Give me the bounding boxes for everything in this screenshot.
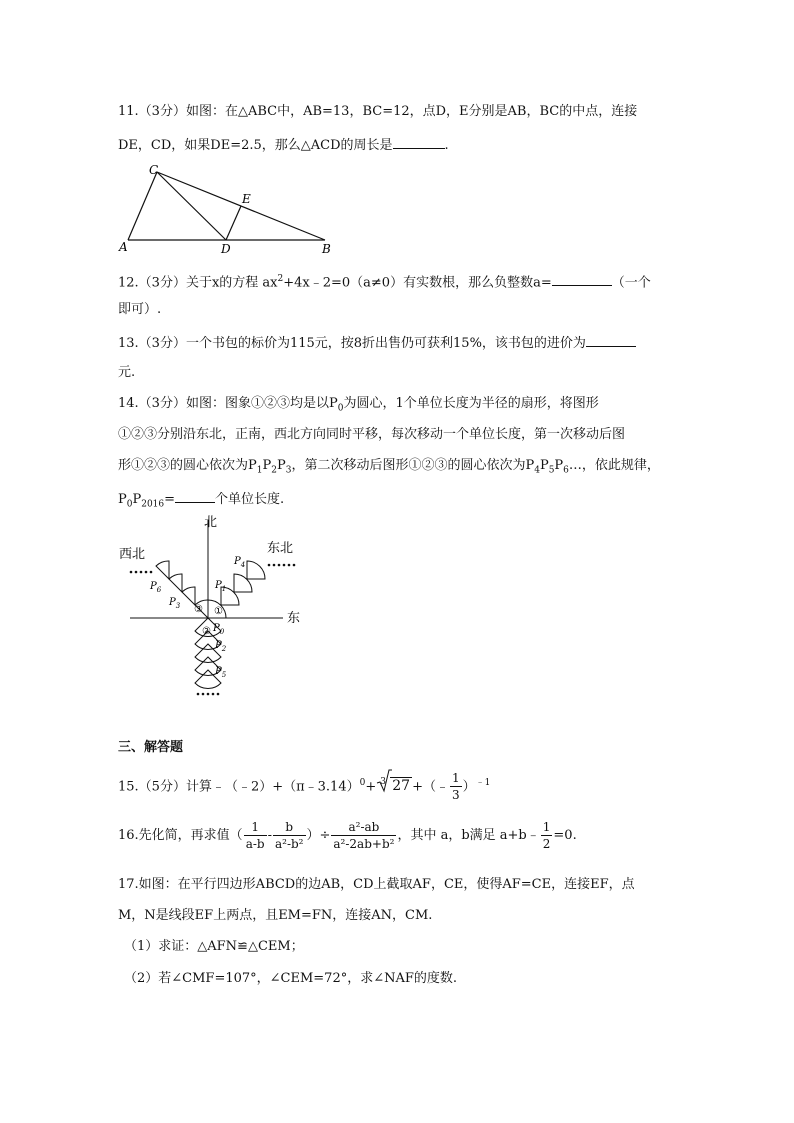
label-northwest: 西北 xyxy=(119,547,146,562)
fraction-den: a²-2ab+b² xyxy=(333,837,395,851)
t: P xyxy=(539,458,549,473)
q13-text: 13.（3分）一个书包的标价为115元，按8折出售仍可获利15%，该书包的进价为 xyxy=(118,336,586,351)
label-P2-sub: 2 xyxy=(221,645,227,653)
radical-index: 3 xyxy=(380,777,386,788)
label-P6-sub: 6 xyxy=(156,586,162,594)
q17-line3: （1）求证：△AFN≌△CEM； xyxy=(124,939,304,954)
label-P5: P xyxy=(215,666,222,677)
q16-minus: - xyxy=(267,828,272,843)
fraction-num: a²-ab xyxy=(331,819,396,836)
q12-pre: 12.（3分）关于x的方程 ax xyxy=(118,275,278,291)
q15-d: ） xyxy=(462,779,476,795)
t: 个单位长度. xyxy=(215,492,285,507)
q16-d: =0. xyxy=(553,828,577,843)
q13-line2: 元. xyxy=(118,365,136,380)
answer-blank xyxy=(393,135,445,149)
t: 0 xyxy=(126,499,133,510)
t: 3 xyxy=(285,465,292,476)
t: 形①②③的圆心依次为P xyxy=(118,458,257,473)
t: = xyxy=(164,492,176,507)
q16-line xyxy=(118,818,577,854)
fraction-one-third xyxy=(450,770,462,803)
label-east: 东 xyxy=(287,611,301,626)
label-circle-3: ③ xyxy=(194,604,203,615)
q14-sub: 0 xyxy=(337,403,344,414)
q17-line4: （2）若∠CMF=107°，∠CEM=72°，求∠NAF的度数. xyxy=(124,971,458,986)
fraction-den: a²-b² xyxy=(274,837,304,851)
q15-sup0: 0 xyxy=(359,778,366,788)
q15-sup1: ﹣1 xyxy=(475,778,491,788)
svg-text:P3 xyxy=(168,597,181,610)
q13-line1 xyxy=(118,333,636,353)
t: P xyxy=(276,458,286,473)
label-circle-2: ② xyxy=(202,626,211,637)
label-northeast: 东北 xyxy=(267,541,294,556)
fraction-den: a-b xyxy=(245,837,265,851)
label-P5-sub: 5 xyxy=(221,671,227,679)
label-P2: P xyxy=(215,640,222,651)
q15-a: 15.（5分）计算﹣（﹣2）+（π﹣3.14） xyxy=(118,779,360,795)
q16-c: ，其中 a，b满足 a+b﹣ xyxy=(397,828,540,843)
t: ，第二次移动后图形①②③的圆心依次为P xyxy=(291,458,535,473)
t: P xyxy=(554,458,564,473)
fraction-num: 1 xyxy=(542,820,551,834)
label-P4-sub: 4 xyxy=(240,561,246,569)
fraction-4 xyxy=(541,819,553,852)
cube-root xyxy=(376,772,412,801)
label-B: B xyxy=(322,242,331,256)
fraction-3 xyxy=(331,819,396,852)
sector-figure xyxy=(115,510,315,700)
label-P3: P xyxy=(169,597,176,608)
label-circle-1: ① xyxy=(214,606,223,617)
label-P4: P xyxy=(234,556,241,567)
t: P xyxy=(118,492,127,507)
label-P0: P xyxy=(213,623,220,634)
fraction-den: 3 xyxy=(451,788,460,803)
t: 6 xyxy=(563,465,569,476)
label-P1-sub: 1 xyxy=(221,585,227,593)
t: …，依此规律， xyxy=(568,458,660,473)
label-E: E xyxy=(242,192,251,206)
label-C: C xyxy=(149,163,159,177)
t: 5 xyxy=(548,465,555,476)
fraction-num: 1 xyxy=(451,771,460,786)
t: P xyxy=(262,458,272,473)
q12-line1 xyxy=(118,270,651,292)
q14-line3 xyxy=(118,457,660,480)
label-north: 北 xyxy=(204,515,218,530)
q14-b: 为圆心，1个单位长度为半径的扇形，将图形 xyxy=(343,396,599,411)
q11-line1: 11.（3分）如图：在△ABC中，AB=13，BC=12，点D，E分别是AB，BC的中点，连接 xyxy=(118,104,638,119)
q12-sup: 2 xyxy=(277,274,284,284)
q11-text: DE，CD，如果DE=2.5，那么△ACD的周长是 xyxy=(118,138,393,153)
q12-mid: +4x﹣2=0（a≠0）有实数根，那么负整数a= xyxy=(283,275,552,291)
fraction-num: b xyxy=(273,819,306,836)
label-D: D xyxy=(221,242,231,256)
svg-text:P4 xyxy=(233,556,245,569)
section-title: 三、解答题 xyxy=(118,740,184,755)
t: 4 xyxy=(534,465,540,476)
q14-line1 xyxy=(118,395,599,418)
radical-body: 27 xyxy=(392,778,411,795)
svg-text:P2 xyxy=(214,640,227,653)
q11-line2 xyxy=(118,135,449,155)
q11-end: . xyxy=(444,138,449,153)
triangle-figure xyxy=(115,162,345,257)
answer-blank xyxy=(552,272,612,286)
svg-text:P1 xyxy=(214,580,226,593)
q16-a: 16.先化简，再求值（ xyxy=(118,828,243,843)
label-P1: P xyxy=(215,580,222,591)
label-P0-sub: 0 xyxy=(219,628,225,636)
q14-line2: ①②③分别沿东北，正南，西北方向同时平移，每次移动一个单位长度，第一次移动后图 xyxy=(118,427,626,442)
q15-b: + xyxy=(365,779,377,795)
q12-line2: 即可）. xyxy=(118,302,162,317)
t: 1 xyxy=(256,465,263,476)
q15-line xyxy=(118,769,490,803)
fraction-num: 1 xyxy=(244,819,267,836)
q14-a: 14.（3分）如图：图象①②③均是以P xyxy=(118,396,338,411)
svg-text:P6 xyxy=(149,581,162,594)
answer-blank xyxy=(175,489,215,503)
fraction-den: 2 xyxy=(542,837,551,851)
fraction-2 xyxy=(273,819,306,852)
svg-text:P0 xyxy=(212,623,225,636)
label-P3-sub: 3 xyxy=(175,602,181,610)
answer-blank xyxy=(586,333,636,347)
fraction-1 xyxy=(244,819,267,852)
svg-text:P5 xyxy=(214,666,227,679)
label-A: A xyxy=(119,240,128,254)
t: 2 xyxy=(271,465,277,476)
label-P6: P xyxy=(150,581,157,592)
q12-post: （一个 xyxy=(611,275,651,291)
q15-c: +（﹣ xyxy=(412,779,449,795)
q16-b: ）÷ xyxy=(306,828,331,843)
q17-line1: 17.如图：在平行四边形ABCD的边AB，CD上截取AF，CE，使得AF=CE，连接EF，点 xyxy=(118,877,635,892)
t: P xyxy=(132,492,142,507)
q17-line2: M，N是线段EF上两点，且EM=FN，连接AN，CM. xyxy=(118,908,433,923)
t: 2016 xyxy=(141,499,165,510)
